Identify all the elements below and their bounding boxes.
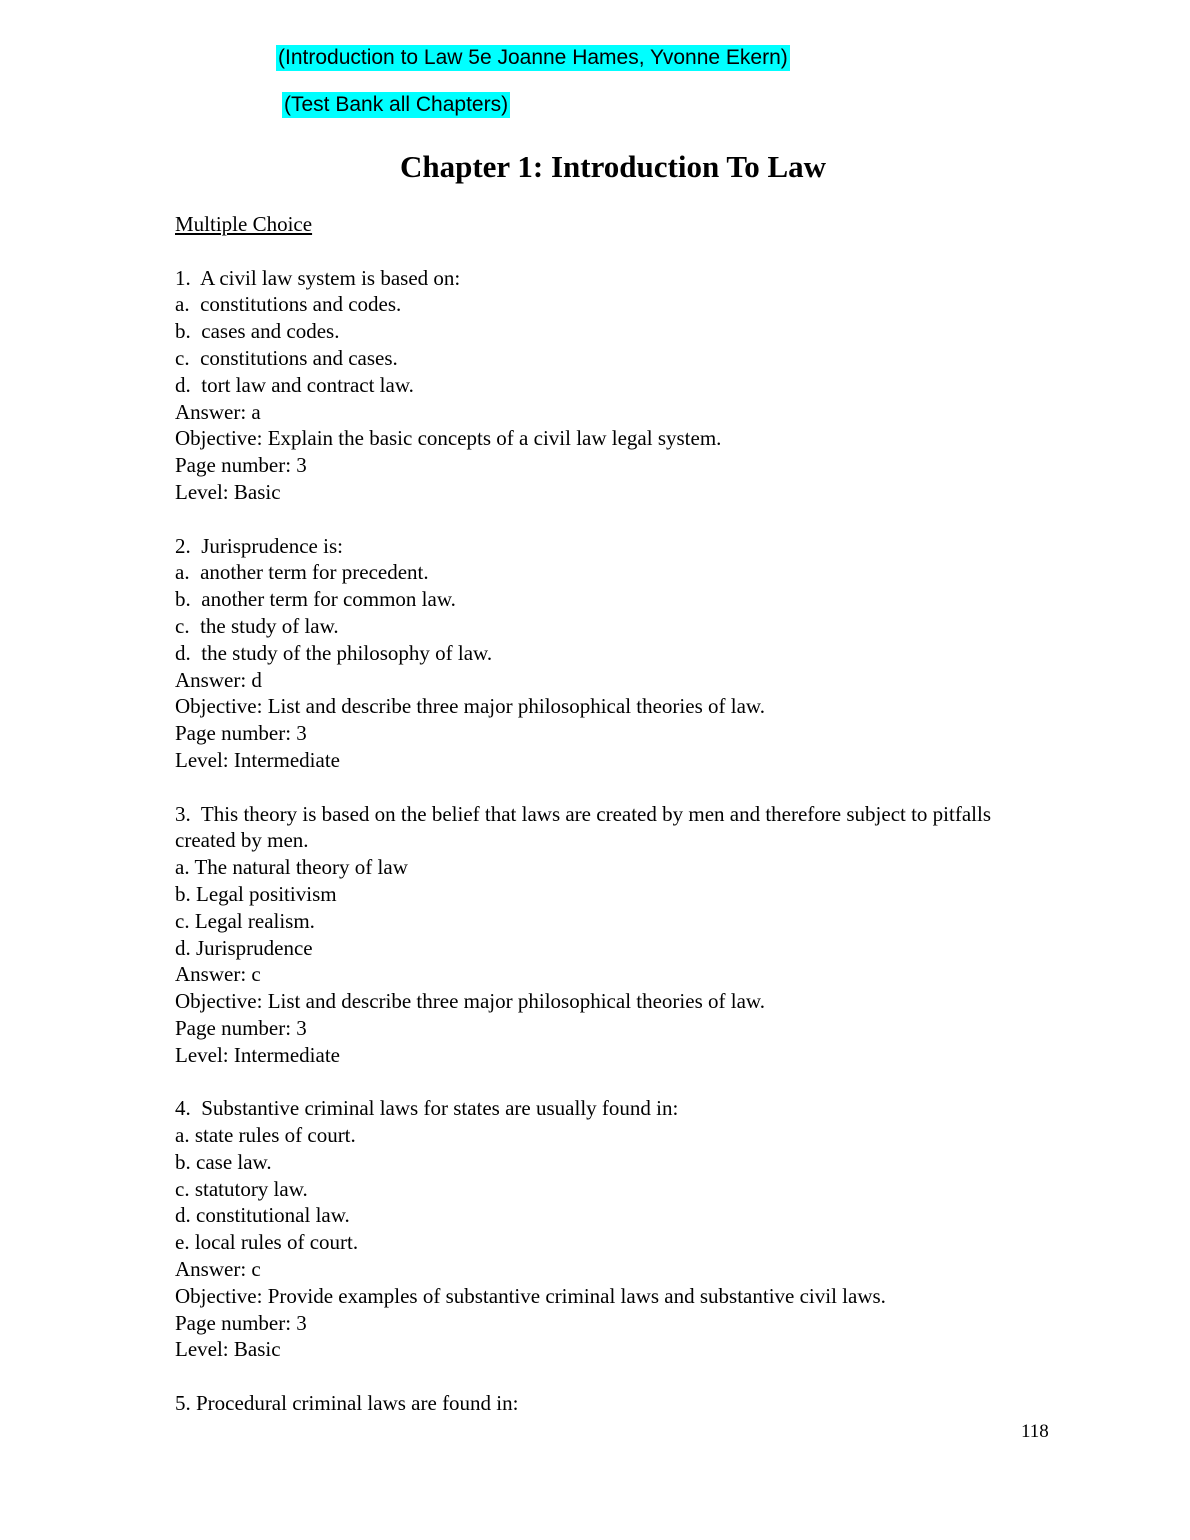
question-block [175, 1095, 1035, 1363]
answer-option: c. statutory law. [175, 1176, 308, 1201]
answer-option: c. constitutions and cases. [175, 345, 398, 370]
answer-option: a. The natural theory of law [175, 855, 408, 880]
question-block [175, 801, 1035, 1069]
question-list [175, 265, 1035, 1364]
objective-text: Objective: List and describe three major philosophical theories of law. [175, 989, 765, 1014]
answer-key: Answer: a [175, 399, 261, 424]
answer-key: Answer: c [175, 1257, 261, 1282]
section-heading: Multiple Choice [175, 212, 313, 236]
answer-key: Answer: d [175, 667, 262, 692]
page-content [175, 211, 1035, 1417]
page-reference: Page number: 3 [175, 453, 307, 478]
objective-text: Objective: Explain the basic concepts of a civil law legal system. [175, 426, 722, 451]
objective-text: Objective: List and describe three major philosophical theories of law. [175, 694, 765, 719]
answer-option: e. local rules of court. [175, 1230, 359, 1255]
header-highlight-line-2: (Test Bank all Chapters) [284, 93, 509, 116]
answer-option: a. another term for precedent. [175, 560, 429, 585]
answer-option: c. the study of law. [175, 613, 339, 638]
answer-key: Answer: c [175, 962, 261, 987]
difficulty-level: Level: Intermediate [175, 747, 340, 772]
chapter-title: Chapter 1: Introduction To Law [399, 149, 827, 184]
answer-option: b. case law. [175, 1149, 272, 1174]
answer-option: b. cases and codes. [175, 319, 340, 344]
question-block [175, 265, 1035, 506]
page-number: 118 [1021, 1421, 1049, 1442]
answer-option: d. constitutional law. [175, 1203, 350, 1228]
header-highlight-line-1: (Introduction to Law 5e Joanne Hames, Yvonne Ekern) [278, 46, 788, 69]
page-reference: Page number: 3 [175, 1310, 307, 1335]
question-stem: 3. This theory is based on the belief that laws are created by men and therefore subject to pitfalls created by men. [175, 801, 997, 853]
answer-option: d. the study of the philosophy of law. [175, 640, 493, 665]
question-stem: 1. A civil law system is based on: [175, 265, 461, 290]
objective-text: Objective: Provide examples of substantive criminal laws and substantive civil laws. [175, 1283, 886, 1308]
answer-option: c. Legal realism. [175, 908, 315, 933]
difficulty-level: Level: Basic [175, 479, 281, 504]
difficulty-level: Level: Intermediate [175, 1042, 340, 1067]
page-reference: Page number: 3 [175, 721, 307, 746]
answer-option: b. another term for common law. [175, 587, 456, 612]
page-reference: Page number: 3 [175, 1015, 307, 1040]
answer-option: a. constitutions and codes. [175, 292, 402, 317]
answer-option: a. state rules of court. [175, 1123, 356, 1148]
answer-option: d. Jurisprudence [175, 935, 313, 960]
question-block [175, 533, 1035, 774]
answer-option: d. tort law and contract law. [175, 372, 414, 397]
question-stem: 4. Substantive criminal laws for states are usually found in: [175, 1096, 679, 1121]
next-question-stem: 5. Procedural criminal laws are found in: [175, 1391, 519, 1416]
difficulty-level: Level: Basic [175, 1337, 281, 1362]
question-stem: 2. Jurisprudence is: [175, 533, 343, 558]
answer-option: b. Legal positivism [175, 881, 337, 906]
